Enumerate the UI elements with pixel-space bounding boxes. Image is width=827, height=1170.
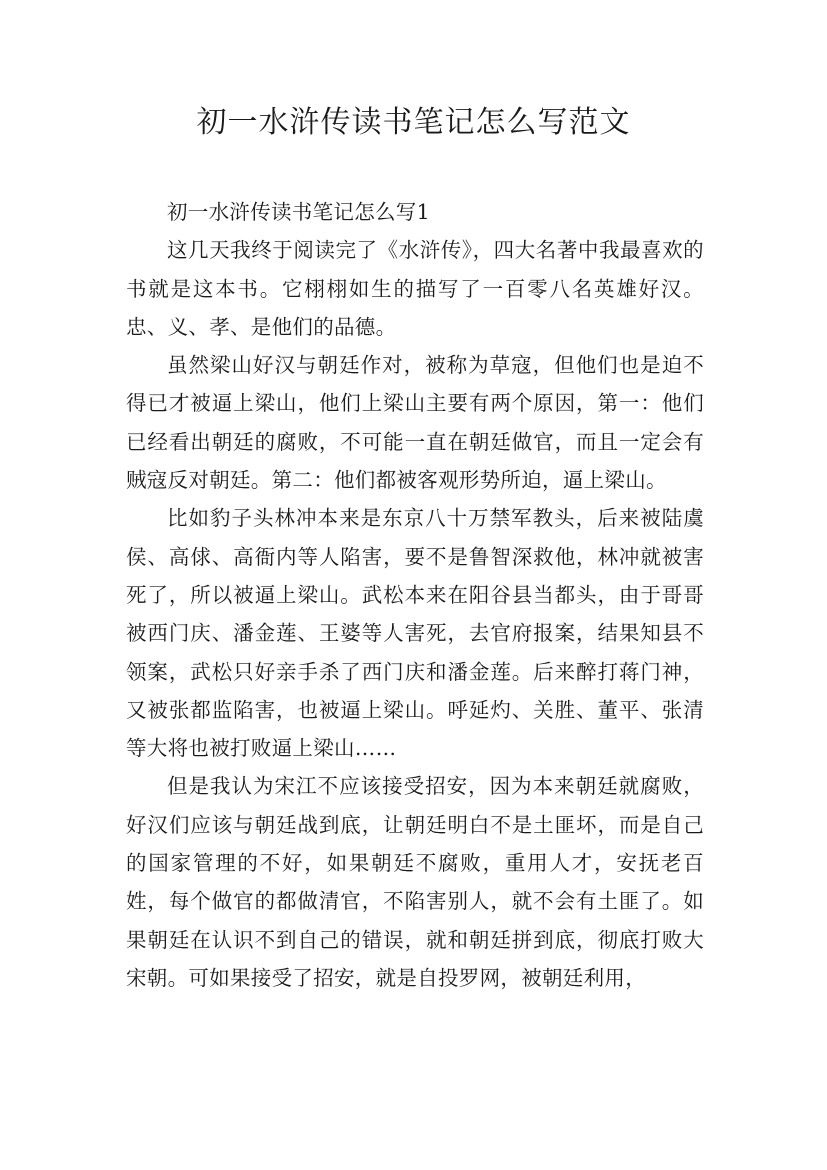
section-heading: 初一水浒传读书笔记怎么写1 — [167, 200, 430, 224]
body-paragraph: 虽然梁山好汉与朝廷作对，被称为草寇，但他们也是迫不得已才被逼上梁山，他们上梁山主要有两个原因，第一：他们已经看出朝廷的腐败，不可能一直在朝廷做官，而且一定会有贼寇反对朝廷。第二：他们都被客观形势所迫，逼上梁山。 — [126, 353, 704, 493]
body-paragraph: 比如豹子头林冲本来是东京八十万禁军教头，后来被陆虞侯、高俅、高衙内等人陷害，要不是鲁智深救他，林冲就被害死了，所以被逼上梁山。武松本来在阳谷县当都头，由于哥哥被西门庆、潘金莲、王婆等人害死，去官府报案，结果知县不领案，武松只好亲手杀了西门庆和潘金莲。后来醉打蒋门神，又被张都监陷害，也被逼上梁山。呼延灼、关胜、董平、张清等大将也被打败逼上梁山…… — [126, 506, 704, 761]
body-paragraph: 但是我认为宋江不应该接受招安，因为本来朝廷就腐败，好汉们应该与朝廷战到底，让朝廷明白不是土匪坏，而是自己的国家管理的不好，如果朝廷不腐败，重用人才，安抚老百姓，每个做官的都做清官，不陷害别人，就不会有土匪了。如果朝廷在认识不到自己的错误，就和朝廷拼到底，彻底打败大宋朝。可如果接受了招安，就是自投罗网，被朝廷利用， — [126, 774, 704, 990]
document-body — [126, 193, 704, 997]
body-paragraph: 这几天我终于阅读完了《水浒传》，四大名著中我最喜欢的书就是这本书。它栩栩如生的描写了一百零八名英雄好汉。忠、义、孝、是他们的品德。 — [126, 238, 704, 339]
document-title: 初一水浒传读书笔记怎么写范文 — [196, 105, 631, 140]
